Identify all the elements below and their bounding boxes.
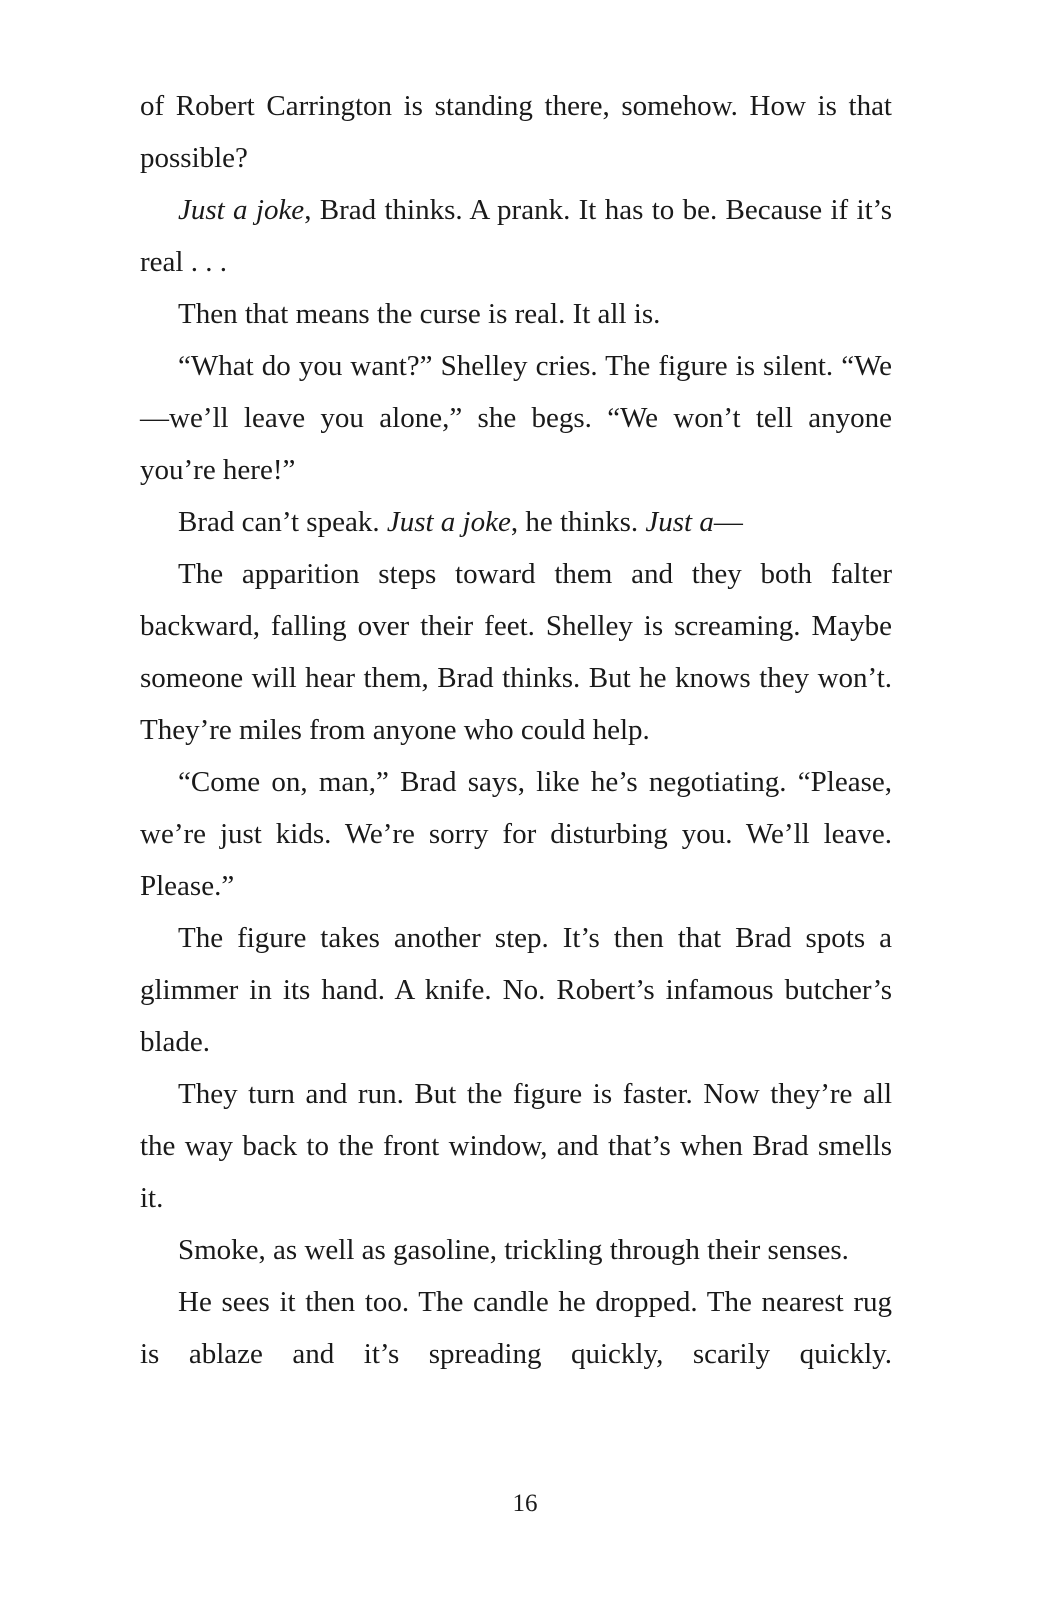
text-segment: The apparition steps toward them and they both falter backward, falling over their feet. Shelley is screaming. Maybe someone will hear them, Brad thinks. But he knows they won’t. They’re miles from anyone who could help. <box>140 558 892 746</box>
text-segment: — <box>713 506 743 538</box>
text-segment: He sees it then too. The candle he dropped. The nearest rug is ablaze and it’s spreading quickly, scarily quickly. <box>140 1286 892 1370</box>
text-segment: “Come on, man,” Brad says, like he’s negotiating. “Please, we’re just kids. We’re sorry for disturbing you. We’ll leave. Please.” <box>140 766 892 902</box>
paragraph-2 <box>140 184 892 288</box>
paragraph-11 <box>140 1276 892 1380</box>
paragraph-3 <box>140 288 892 340</box>
text-segment: “What do you want?” Shelley cries. The figure is silent. “We—we’ll leave you alone,” she begs. “We won’t tell anyone you’re here!” <box>140 350 892 486</box>
paragraph-5 <box>140 496 892 548</box>
paragraph-6 <box>140 548 892 756</box>
paragraph-9 <box>140 1068 892 1224</box>
text-segment: , he thinks. <box>510 506 646 538</box>
italic-text: Just a joke <box>386 506 511 538</box>
paragraph-8 <box>140 912 892 1068</box>
paragraph-7 <box>140 756 892 912</box>
paragraph-4 <box>140 340 892 496</box>
text-segment: Smoke, as well as gasoline, trickling through their senses. <box>178 1234 849 1266</box>
text-segment: Then that means the curse is real. It all is. <box>178 298 661 330</box>
page-number: 16 <box>512 1490 538 1517</box>
italic-text: Just a <box>645 506 714 538</box>
text-segment: The figure takes another step. It’s then that Brad spots a glimmer in its hand. A knife. No. Robert’s infamous butcher’s blade. <box>140 922 892 1058</box>
paragraph-10 <box>140 1224 892 1276</box>
text-segment: of Robert Carrington is standing there, somehow. How is that possible? <box>140 90 892 174</box>
paragraph-1 <box>140 80 892 184</box>
text-segment: Brad can’t speak. <box>178 506 387 538</box>
text-segment: , Brad thinks. A prank. It has to be. Because if it’s real . . . <box>140 194 892 278</box>
text-segment: They turn and run. But the figure is faster. Now they’re all the way back to the front window, and that’s when Brad smells it. <box>140 1078 892 1214</box>
italic-text: Just a joke <box>178 194 305 226</box>
body-text <box>140 80 892 1380</box>
